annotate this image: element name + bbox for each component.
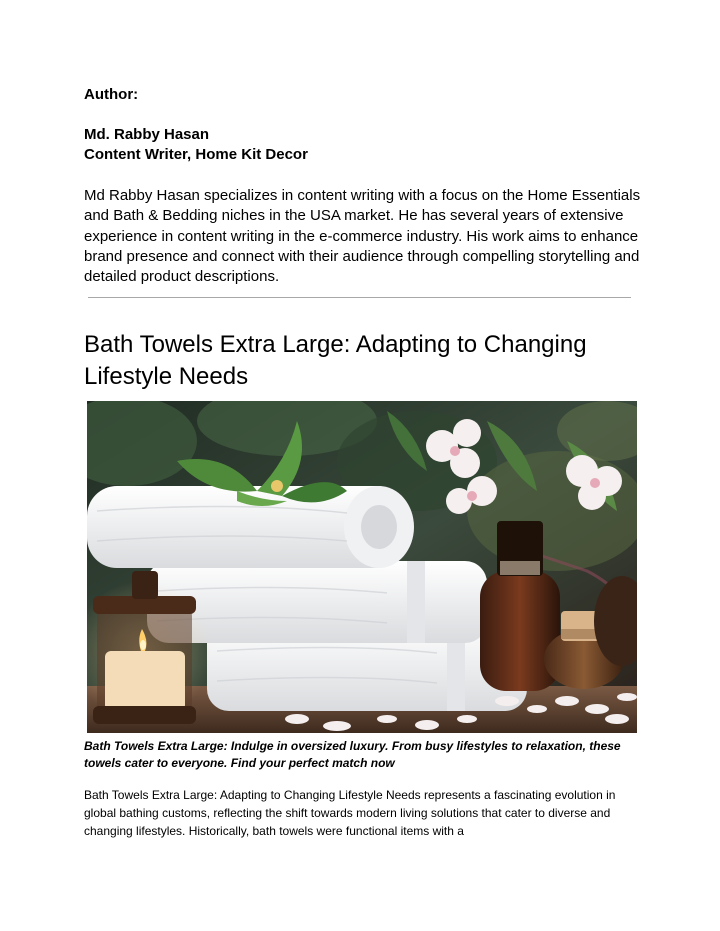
author-name: Md. Rabby Hasan <box>84 126 210 143</box>
hero-image <box>87 401 637 733</box>
article-title: Bath Towels Extra Large: Adapting to Changing Lifestyle Needs <box>84 331 587 390</box>
image-caption: Bath Towels Extra Large: Indulge in oversized luxury. From busy lifestyles to relaxation, these towels cater to everyone. Find your perfect match now <box>84 739 621 770</box>
author-bio: Md Rabby Hasan specializes in content writing with a focus on the Home Essentials and Bath & Bedding niches in the USA market. He has several years of extensive experience in content writing in the e-commerce industry. His work aims to enhance brand presence and connect with their audience through compelling storytelling and detailed product descriptions. <box>84 187 641 286</box>
section-divider <box>88 297 631 298</box>
article-body: Bath Towels Extra Large: Adapting to Changing Lifestyle Needs represents a fascinating evolution in global bathing customs, reflecting the shift towards modern living solutions that cater to diverse and changing lifestyles. Historically, bath towels were functional items with a <box>84 788 616 838</box>
author-role: Content Writer, Home Kit Decor <box>84 146 308 163</box>
author-label: Author: <box>84 86 139 103</box>
